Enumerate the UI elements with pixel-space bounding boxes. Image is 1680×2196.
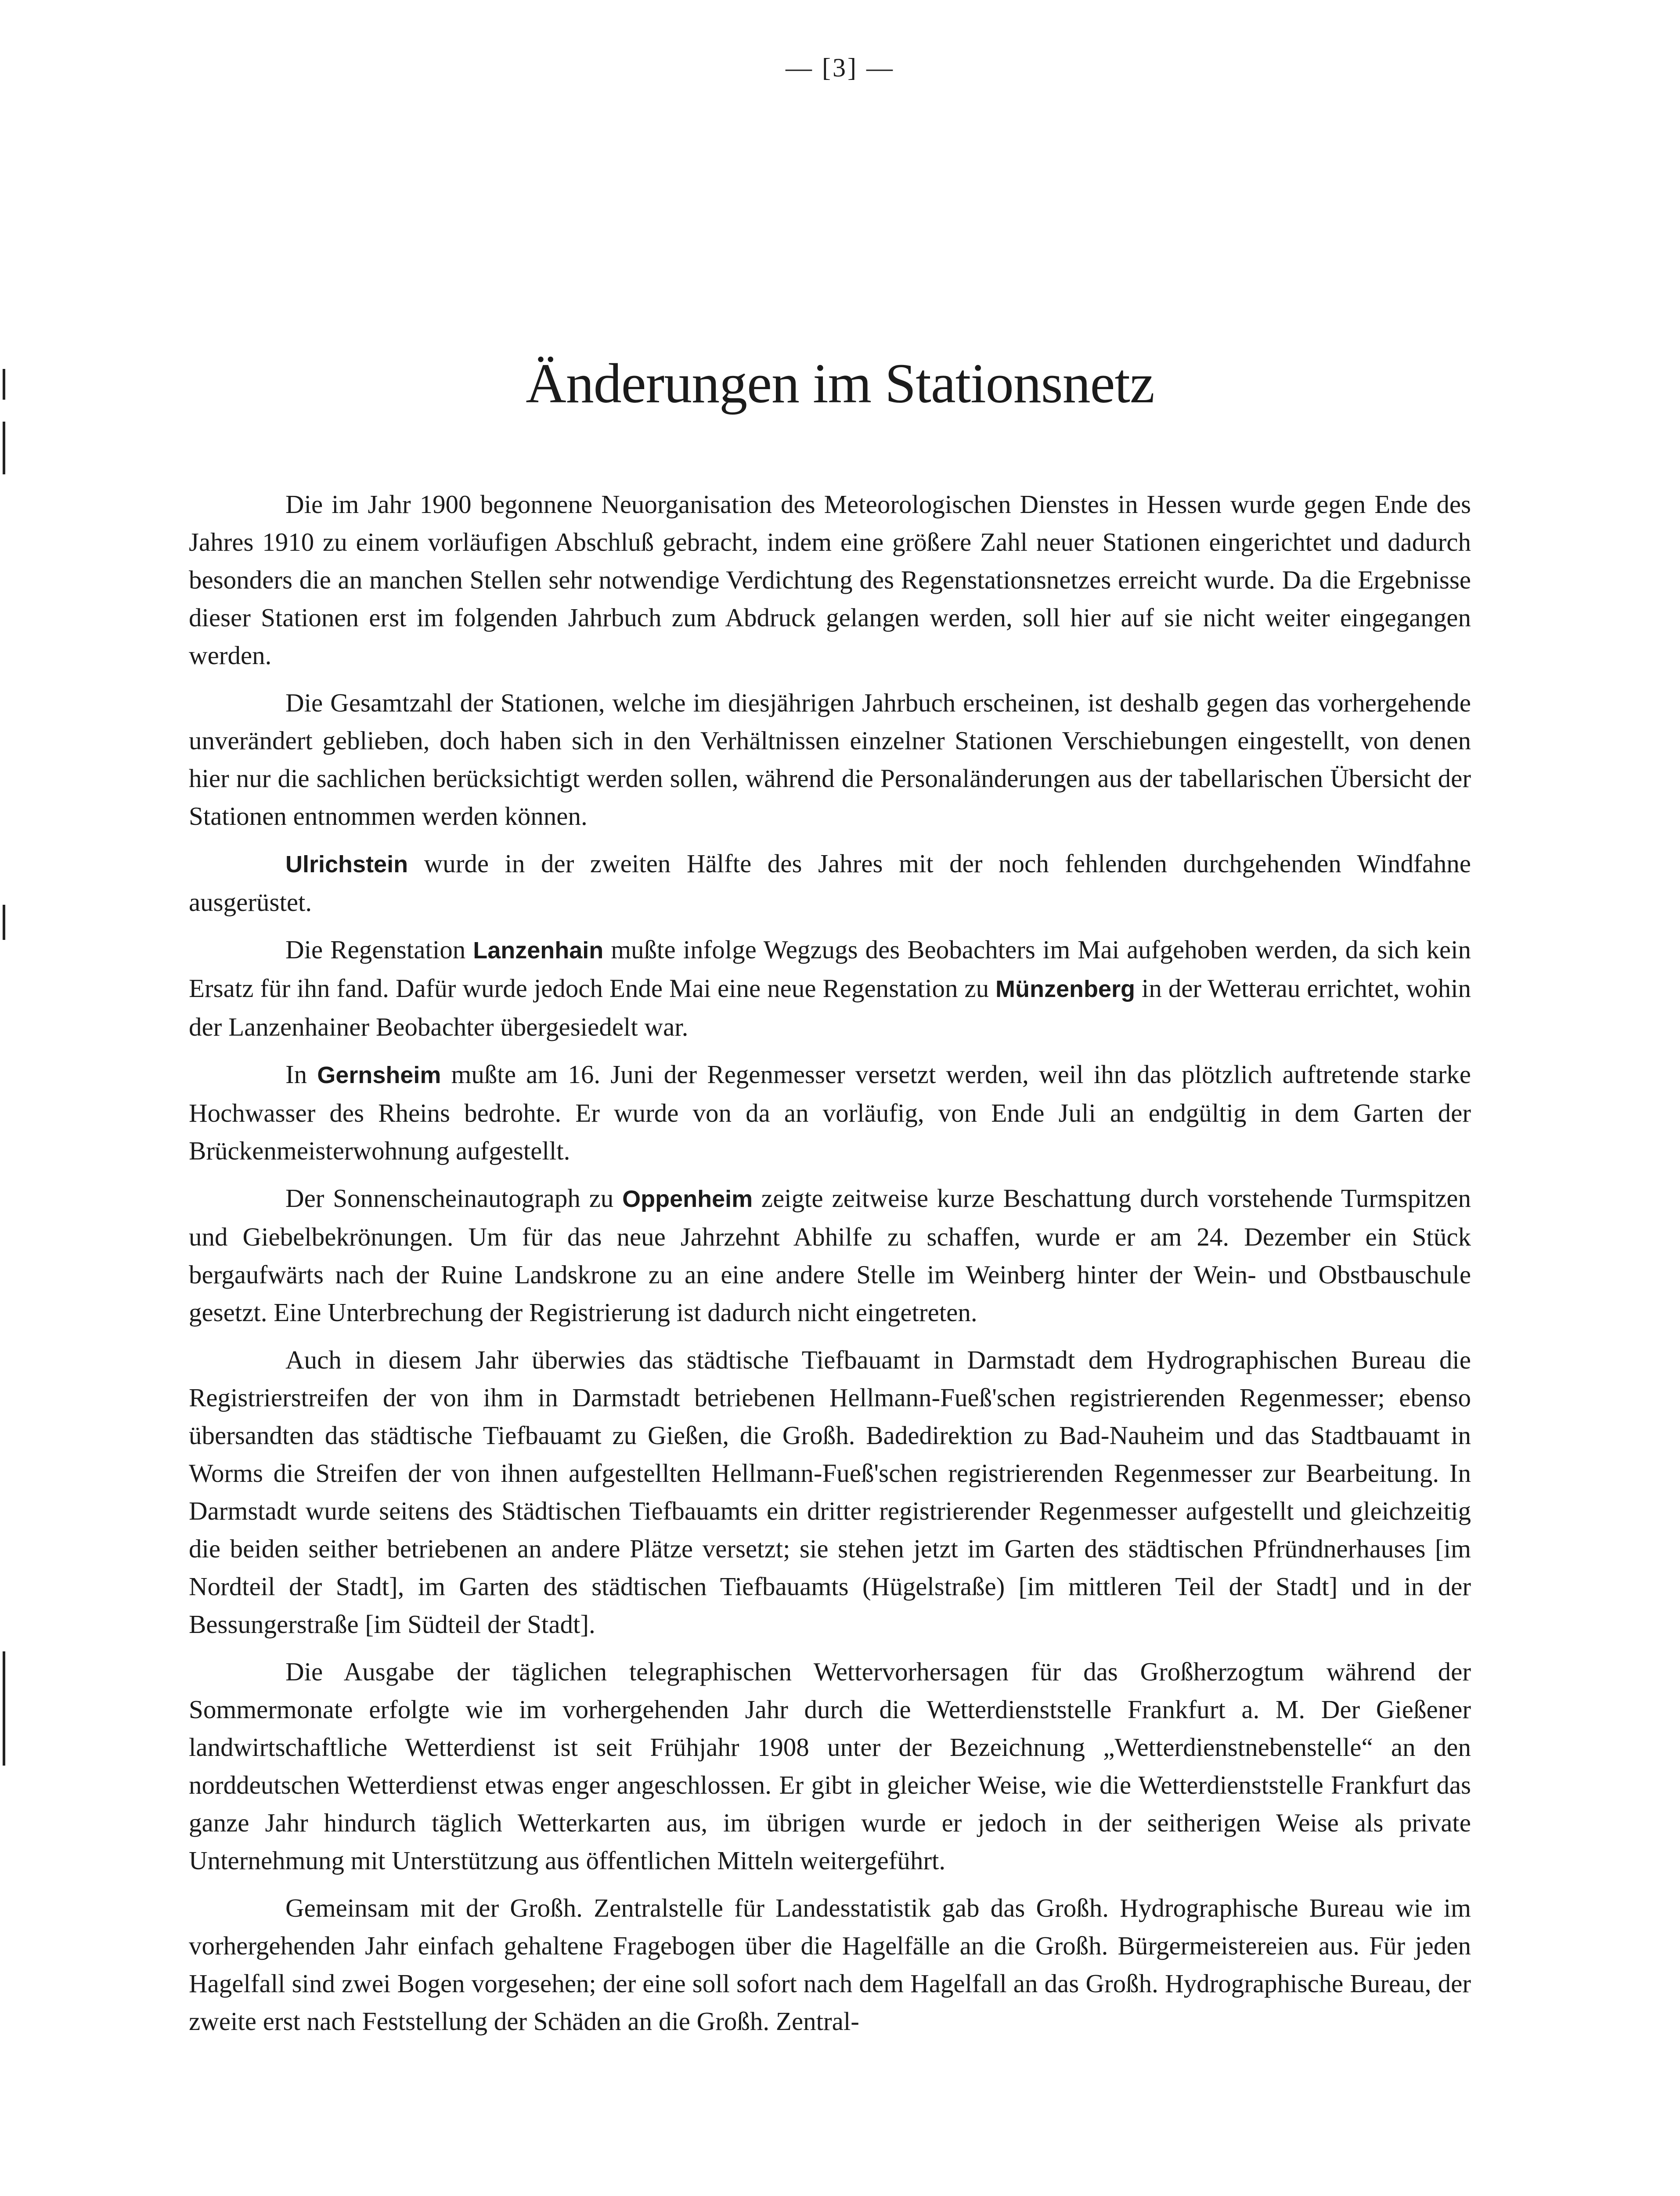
paragraph-text: Die im Jahr 1900 begonnene Neuorganisation des Meteorologischen Dienstes in Hessen wurde gegen Ende des Jahres 1910 zu einem vorläufigen Abschluß gebracht, indem eine größere Zahl neuer Stationen eingerichtet und dadurch besonders die an manchen Stellen sehr notwendige Verdichtung des Regenstationsnetzes erreicht wurde. Da die Ergebnisse dieser Stationen erst im folgenden Jahrbuch zum Abdruck gelangen werden, soll hier auf sie nicht weiter eingegangen werden. [189, 490, 1471, 670]
paragraph-text: Die Ausgabe der täglichen telegraphischen Wettervorhersagen für das Großherzogtum während der Sommermonate erfolgte wie im vorhergehenden Jahr durch die Wetterdienststelle Frankfurt a. M. Der Gießener landwirtschaftliche Wetterdienst ist seit Frühjahr 1908 unter der Bezeichnung „Wetterdienstnebenstelle“ an den norddeutschen Wetterdienst etwas enger angeschlossen. Er gibt in gleicher Weise, wie die Wetterdienststelle Frankfurt das ganze Jahr hindurch täglich Wetterkarten aus, im übrigen wurde er jedoch in der seitherigen Weise als private Unternehmung mit Unterstützung aus öffentlichen Mitteln weitergeführt. [189, 1657, 1471, 1875]
station-name: Lanzenhain [473, 937, 604, 964]
paragraph-text: in der Wetterau errichtet, wohin der Lanzenhainer Beobachter übergesiedelt war. [189, 974, 1471, 1041]
paragraph-text: Auch in diesem Jahr überwies das städtische Tiefbauamt in Darmstadt dem Hydrographischen Bureau die Registrierstreifen der von ihm in Darmstadt betriebenen Hellmann-Fueß'schen registrierenden Regenmesser; ebenso übersandten das städtische Tiefbauamt zu Gießen, die Großh. Badedirektion zu Bad-Nauheim und das Stadtbauamt in Worms die Streifen der von ihnen aufgestellten Hellmann-Fueß'schen registrierenden Regenmesser zur Bearbeitung. In Darmstadt wurde seitens des Städtischen Tiefbauamts ein dritter registrierender Regenmesser aufgestellt und gleichzeitig die beiden seither betriebenen an andere Plätze versetzt; sie stehen jetzt im Garten des städtischen Pfründnerhauses [im Nordteil der Stadt], im Garten des städtischen Tiefbauamts (Hügelstraße) [im mittleren Teil der Stadt] und in der Bessungerstraße [im Südteil der Stadt]. [189, 1345, 1471, 1639]
paragraph [189, 485, 1471, 674]
paragraph [189, 1889, 1471, 2040]
paragraph-text: mußte am 16. Juni der Regenmesser versetzt werden, weil ihn das plötzlich auftretende starke Hochwasser des Rheins bedrohte. Er wurde von da an vorläufig, von Ende Juli an endgültig in dem Garten der Brückenmeisterwohnung aufgestellt. [189, 1060, 1471, 1165]
paragraph-text: mußte infolge Wegzugs des Beobachters im Mai aufgehoben werden, da sich kein Ersatz für ihn fand. Dafür wurde jedoch Ende Mai eine neue Regenstation zu [189, 935, 1471, 1003]
paragraph-text: Die Regenstation [285, 935, 473, 964]
station-name: Münzenberg [995, 976, 1136, 1002]
paragraph [189, 931, 1471, 1046]
paragraph [189, 1055, 1471, 1170]
paragraph-text: wurde in der zweiten Hälfte des Jahres mit der noch fehlenden durchgehenden Windfahne ausgerüstet. [189, 849, 1471, 917]
paragraph [189, 845, 1471, 921]
page-title: Änderungen im Stationsnetz [526, 352, 1154, 415]
paragraph [189, 1653, 1471, 1879]
scan-margin-mark [3, 422, 5, 474]
scan-margin-mark [3, 905, 5, 940]
page-number: — [3] — [786, 53, 894, 82]
paragraph [189, 1179, 1471, 1331]
body-text [189, 485, 1471, 2050]
station-name: Ulrichstein [285, 851, 408, 878]
paragraph-text: Der Sonnenscheinautograph zu [285, 1184, 623, 1213]
station-name: Oppenheim [622, 1186, 753, 1212]
station-name: Gernsheim [317, 1062, 441, 1088]
paragraph [189, 684, 1471, 835]
scan-margin-mark [3, 1651, 5, 1766]
paragraph-text: Gemeinsam mit der Großh. Zentralstelle für Landesstatistik gab das Großh. Hydrographische Bureau wie im vorhergehenden Jahr einfach gehaltene Fragebogen über die Hagelfälle an die Großh. Bürgermeistereien aus. Für jeden Hagelfall sind zwei Bogen vorgesehen; der eine soll sofort nach dem Hagelfall an das Großh. Hydrographische Bureau, der zweite erst nach Feststellung der Schäden an die Großh. Zentral- [189, 1893, 1471, 2036]
paragraph [189, 1341, 1471, 1643]
paragraph-text: In [285, 1060, 317, 1089]
paragraph-text: zeigte zeitweise kurze Beschattung durch vorstehende Turmspitzen und Giebelbekrönungen. Um für das neue Jahrzehnt Abhilfe zu schaffen, wurde er am 24. Dezember ein Stück bergaufwärts nach der Ruine Landskrone zu an eine andere Stelle im Weinberg hinter der Wein- und Obstbauschule gesetzt. Eine Unterbrechung der Registrierung ist dadurch nicht eingetreten. [189, 1184, 1471, 1327]
paragraph-text: Die Gesamtzahl der Stationen, welche im diesjährigen Jahrbuch erscheinen, ist deshalb gegen das vorhergehende unverändert geblieben, doch haben sich in den Verhältnissen einzelner Stationen Verschiebungen eingestellt, von denen hier nur die sachlichen berücksichtigt werden sollen, während die Personaländerungen aus der tabellarischen Übersicht der Stationen entnommen werden können. [189, 688, 1471, 831]
